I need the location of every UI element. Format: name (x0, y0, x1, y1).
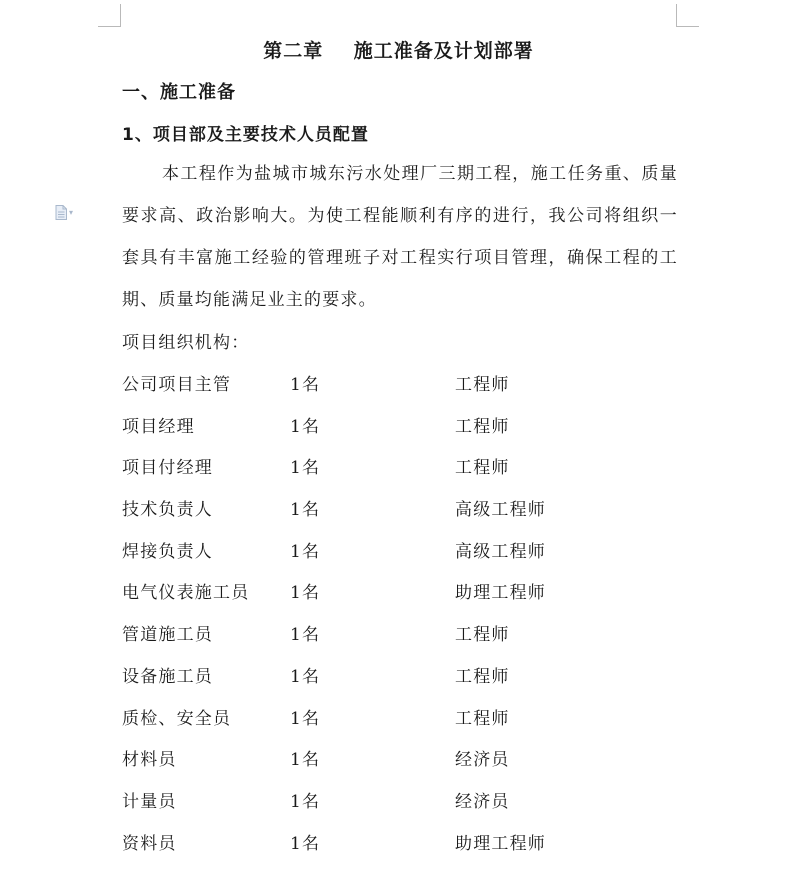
staff-row (122, 735, 682, 777)
staff-count: 1名 (290, 750, 321, 771)
staff-count: 1名 (290, 583, 321, 604)
intro-paragraph: 本工程作为盐城市城东污水处理厂三期工程，施工任务重、质量要求高、政治影响大。为使工程能顺利有序的进行，我公司将组织一套具有丰富施工经验的管理班子对工程实行项目管理，确保工程的工期、质量均能满足业主的要求。 (122, 164, 678, 310)
staff-count: 1名 (290, 458, 321, 479)
staff-row (122, 819, 682, 861)
staff-title: 助理工程师 (455, 833, 546, 854)
staff-list (122, 360, 682, 860)
staff-title: 工程师 (455, 625, 510, 646)
staff-role: 项目付经理 (122, 458, 213, 479)
staff-role: 管道施工员 (122, 625, 213, 646)
staff-row (122, 568, 682, 610)
top-left-crop-mark (98, 4, 121, 27)
staff-title: 助理工程师 (455, 583, 546, 604)
staff-count: 1名 (290, 625, 321, 646)
subsection-heading: 1、项目部及主要技术人员配置 (122, 125, 369, 145)
section-heading: 一、施工准备 (122, 82, 236, 103)
staff-count: 1名 (290, 666, 321, 687)
staff-count: 1名 (290, 500, 321, 521)
staff-count: 1名 (290, 416, 321, 437)
staff-title: 经济员 (455, 750, 510, 771)
paragraph-marker[interactable] (55, 205, 73, 220)
staff-role: 计量员 (122, 791, 177, 812)
staff-role: 设备施工员 (122, 666, 213, 687)
staff-title: 高级工程师 (455, 541, 546, 562)
org-structure-label: 项目组织机构： (122, 333, 250, 353)
staff-role: 资料员 (122, 833, 177, 854)
staff-row (122, 360, 682, 402)
staff-count: 1名 (290, 541, 321, 562)
staff-title: 工程师 (455, 708, 510, 729)
staff-title: 经济员 (455, 791, 510, 812)
staff-row (122, 527, 682, 569)
staff-row (122, 610, 682, 652)
top-right-crop-mark (676, 4, 699, 27)
staff-title: 工程师 (455, 458, 510, 479)
staff-role: 焊接负责人 (122, 541, 213, 562)
staff-title: 高级工程师 (455, 500, 546, 521)
staff-row (122, 694, 682, 736)
staff-role: 电气仪表施工员 (122, 583, 250, 604)
document-icon (55, 205, 67, 220)
staff-role: 质检、安全员 (122, 708, 232, 729)
staff-title: 工程师 (455, 416, 510, 437)
staff-count: 1名 (290, 791, 321, 812)
staff-row (122, 777, 682, 819)
chapter-title: 第二章 施工准备及计划部署 (263, 40, 534, 62)
staff-title: 工程师 (455, 666, 510, 687)
staff-count: 1名 (290, 833, 321, 854)
staff-row (122, 485, 682, 527)
chevron-down-icon: ▾ (69, 208, 74, 217)
staff-role: 公司项目主管 (122, 375, 232, 395)
staff-row (122, 443, 682, 485)
staff-count: 1名 (290, 375, 321, 395)
staff-role: 材料员 (122, 750, 177, 771)
staff-row (122, 652, 682, 694)
staff-row (122, 402, 682, 444)
staff-title: 工程师 (455, 375, 510, 395)
staff-role: 项目经理 (122, 416, 195, 437)
staff-count: 1名 (290, 708, 321, 729)
staff-role: 技术负责人 (122, 500, 213, 521)
